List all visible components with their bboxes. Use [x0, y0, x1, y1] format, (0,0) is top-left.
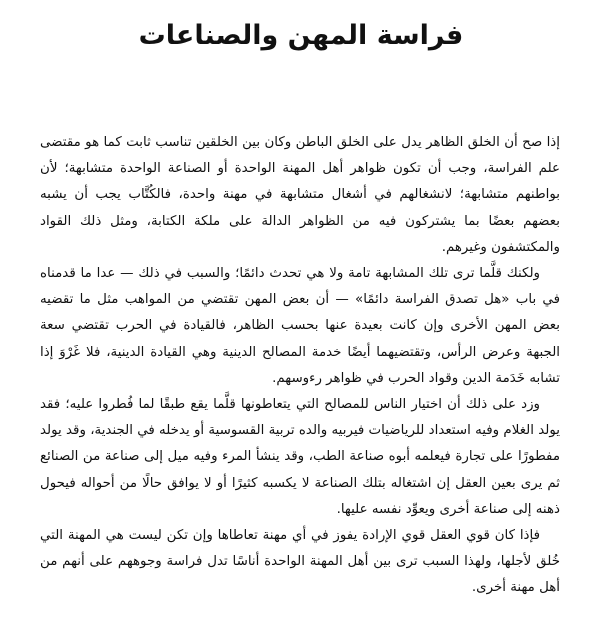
chapter-body [40, 130, 560, 602]
paragraph-2: ولكنك قلَّما ترى تلك المشابهة تامة ولا هي تحدث دائمًا؛ والسبب في ذلك — عدا ما قدمناه في باب «هل تصدق الفراسة دائمًا» — أن بعض المهن تقتضي من المواهب مثل ما تقضيه بعض المهن الأخرى وإن كانت بعيدة عنها بحسب الظاهر، فالقيادة في الحرب تقتضي سعة الجبهة وعرض الرأس، وتقتضيهما أيضًا خدمة المصالح الدينية وهي القيادة الدينية، فلا غَرْوَ إذا تشابه خَدَمة الدين وقواد الحرب في ظواهر رءوسهم. [40, 266, 560, 386]
chapter-title: فراسة المهن والصناعات [138, 20, 464, 51]
paragraph-3: وزد على ذلك أن اختيار الناس للمصالح التي يتعاطونها قلَّما يقع طبقًا لما فُطروا عليه؛ فقد يولد الغلام وفيه استعداد للرياضيات فيربيه والده تربية القسوسية أو يدخله في الجندية، وقد يولد مفطورًا على تجارة فيعلمه أبوه صناعة الطب، وقد ينشأ المرء وفيه ميل إلى صناعة من الصنائع ثم يرى بعين العقل إن اشتغاله بتلك الصناعة لا يكسبه كثيرًا أو لا يوافق حالًا من أحواله فيحول ذهنه إلى صناعة أخرى ويعوِّد نفسه عليها. [40, 397, 560, 517]
paragraph-1: إذا صح أن الخلق الظاهر يدل على الخلق الباطن وكان بين الخلقين تناسب ثابت كما هو مقتضى علم الفراسة، وجب أن تكون ظواهر أهل المهنة الواحدة أو الصناعة الواحدة متشابهة؛ لأن بواطنهم متشابهة؛ لانشغالهم في أشغال متشابهة في مهنة واحدة، فالكُتَّاب يجب أن يشبه بعضهم بعضًا بما يشتركون فيه من الظواهر الدالة على ملكة الكتابة، ومثل ذلك القواد والمكتشفون وغيرهم. [40, 135, 560, 255]
paragraph-4: فإذا كان قوي العقل قوي الإرادة يفوز في أي مهنة تعاطاها وإن تكن ليست هي المهنة التي خُلق لأجلها، ولهذا السبب ترى بين أهل المهنة الواحدة أناسًا تدل فراسة وجوههم على أنهم من أهل مهنة أخرى. [40, 528, 560, 596]
